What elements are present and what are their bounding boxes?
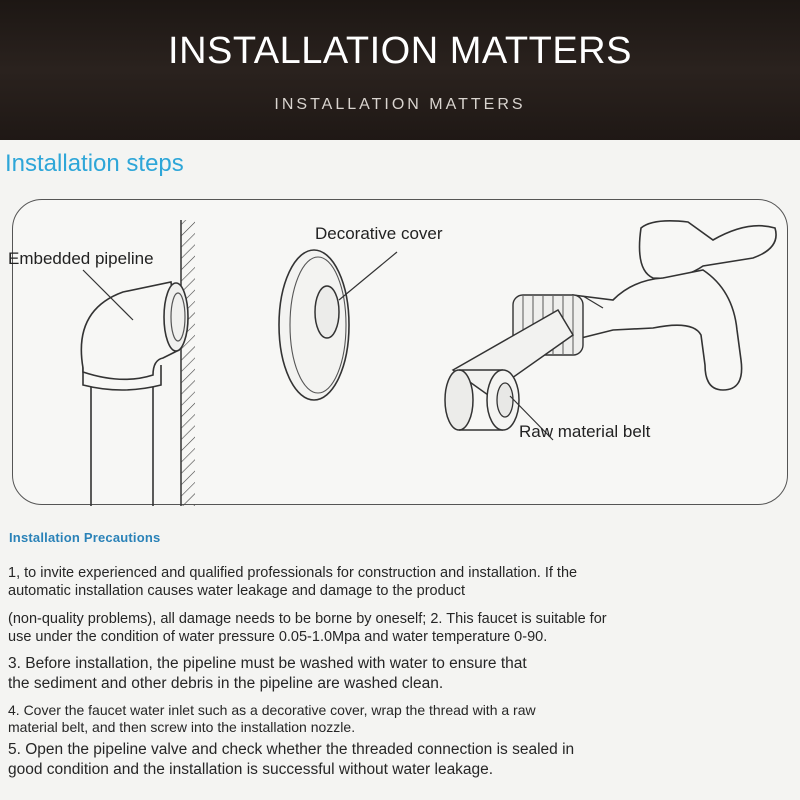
- precaution-5-line-2: good condition and the installation is successful without water leakage.: [8, 761, 494, 778]
- decorative-cover-illustration: [279, 250, 397, 400]
- precaution-4-line-1: 4. Cover the faucet water inlet such as a decorative cover, wrap the thread with a raw: [8, 702, 536, 718]
- installation-precautions-heading: Installation Precautions: [9, 530, 161, 545]
- diagram-illustration: [13, 200, 789, 506]
- faucet-illustration: [445, 221, 776, 440]
- precaution-1-line-1: 1, to invite experienced and qualified professionals for construction and installation. If the: [8, 565, 578, 581]
- precaution-paragraph-5: [8, 740, 574, 780]
- header-banner: [0, 0, 800, 140]
- precaution-5-line-1: 5. Open the pipeline valve and check whether the threaded connection is sealed in: [8, 741, 575, 758]
- installation-steps-heading: Installation steps: [5, 150, 184, 177]
- precaution-2-line-1: (non-quality problems), all damage needs to be borne by oneself; 2. This faucet is suitable for: [8, 611, 607, 627]
- precaution-4-line-2: material belt, and then screw into the installation nozzle.: [8, 719, 356, 735]
- installation-diagram: [8, 199, 788, 505]
- precaution-3-line-2: the sediment and other debris in the pipeline are washed clean.: [8, 675, 444, 692]
- precaution-paragraph-3: [8, 654, 527, 694]
- precaution-paragraph-2: [8, 610, 607, 646]
- precaution-paragraph-1: [8, 564, 577, 600]
- raw-material-belt-label: Raw material belt: [519, 422, 651, 441]
- precaution-1-line-2: automatic installation causes water leakage and damage to the product: [8, 583, 466, 599]
- banner-title: INSTALLATION MATTERS: [168, 30, 632, 72]
- embedded-pipeline-label: Embedded pipeline: [8, 249, 154, 268]
- precaution-2-line-2: use under the condition of water pressure 0.05-1.0Mpa and water temperature 0-90.: [8, 629, 548, 645]
- banner-subtitle: INSTALLATION MATTERS: [274, 96, 526, 113]
- decorative-cover-label: Decorative cover: [315, 224, 443, 243]
- precaution-paragraph-4: [8, 702, 536, 736]
- precaution-3-line-1: 3. Before installation, the pipeline must be washed with water to ensure that: [8, 655, 527, 672]
